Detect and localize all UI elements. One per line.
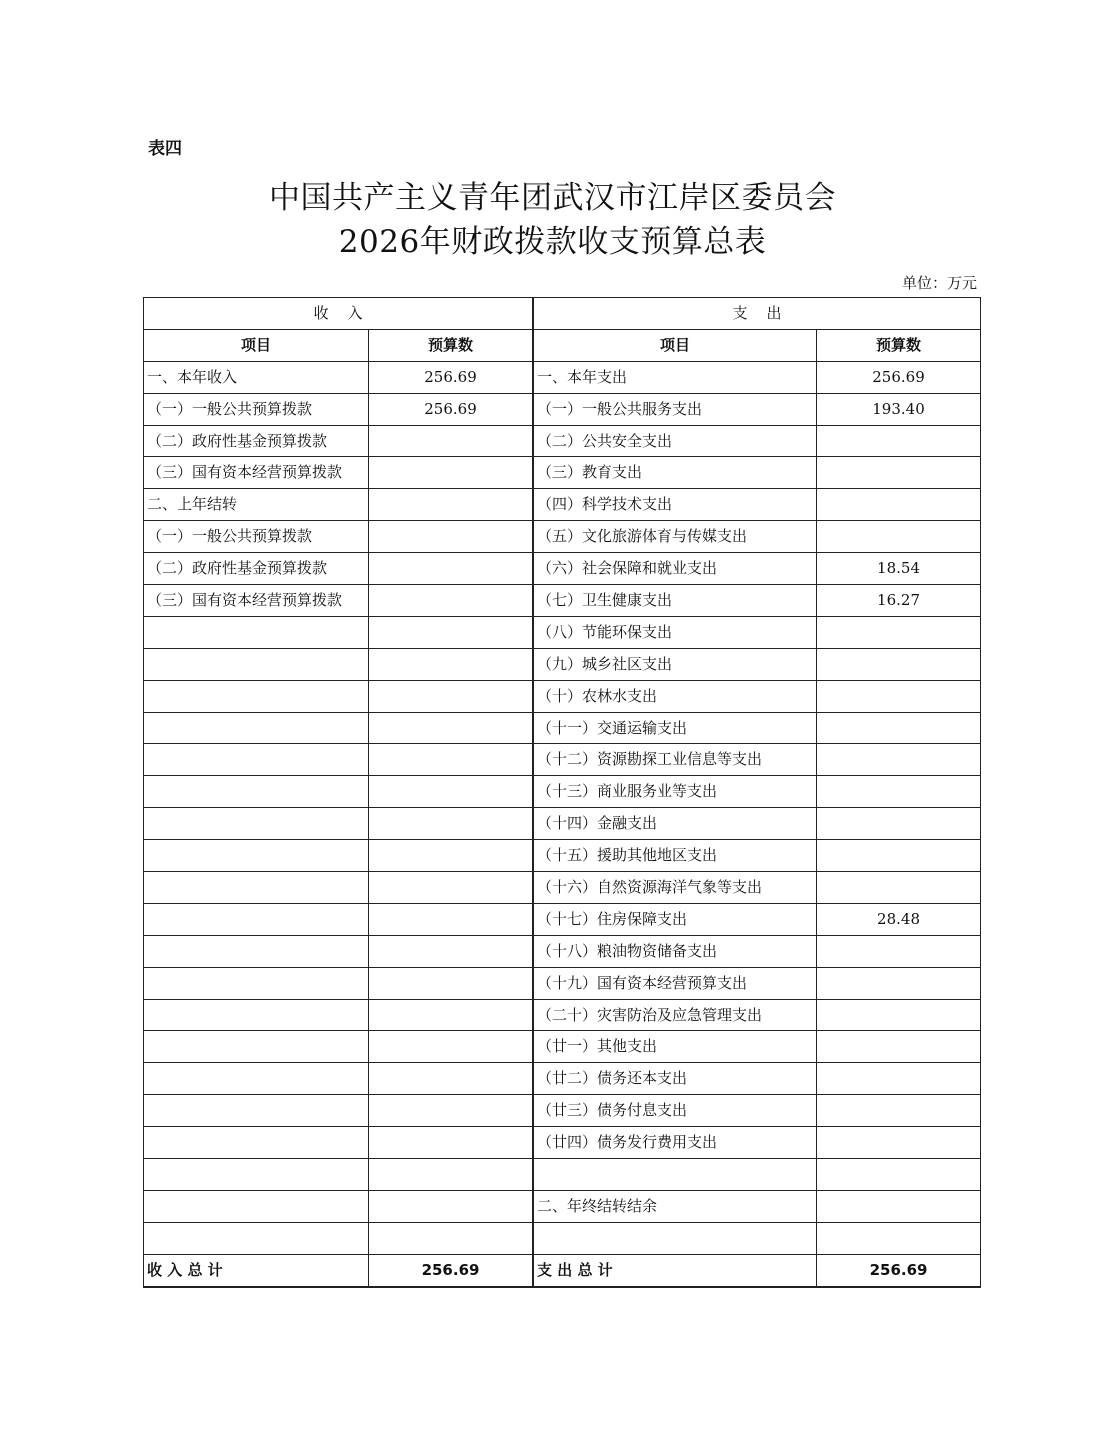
expense-amount-cell: 18.54 (817, 553, 981, 585)
table-row (144, 393, 981, 425)
expense-amount-cell (817, 1095, 981, 1127)
table-row (144, 425, 981, 457)
income-item-cell (144, 1031, 369, 1063)
income-amount-cell (369, 585, 533, 617)
income-amount-cell: 256.69 (369, 361, 533, 393)
expense-amount-cell (817, 872, 981, 904)
page-title-line1: 中国共产主义青年团武汉市江岸区委员会 (269, 180, 836, 216)
expense-amount-cell (817, 489, 981, 521)
table-row (144, 903, 981, 935)
expense-amount-column-header: 预算数 (817, 329, 981, 361)
expense-item-cell (534, 1159, 817, 1191)
expense-item-cell: （四）科学技术支出 (534, 489, 817, 521)
expense-item-cell: （廿三）债务付息支出 (534, 1095, 817, 1127)
income-item-cell (144, 1063, 369, 1095)
expense-item-cell: （廿一）其他支出 (534, 1031, 817, 1063)
income-item-cell (144, 808, 369, 840)
expense-amount-cell (817, 1159, 981, 1191)
income-amount-cell (369, 1190, 533, 1222)
expense-item-cell: （九）城乡社区支出 (534, 648, 817, 680)
expense-amount-cell (817, 1063, 981, 1095)
expense-item-cell: （十八）粮油物资储备支出 (534, 935, 817, 967)
expense-amount-cell (817, 935, 981, 967)
table-row (144, 712, 981, 744)
column-header-row (144, 329, 981, 361)
expense-item-cell: （十九）国有资本经营预算支出 (534, 967, 817, 999)
expense-amount-cell (817, 457, 981, 489)
table-row (144, 648, 981, 680)
income-amount-cell (369, 1159, 533, 1191)
table-row (144, 1095, 981, 1127)
income-item-cell: （一）一般公共预算拨款 (144, 521, 369, 553)
total-row (144, 1254, 981, 1286)
income-item-cell (144, 1159, 369, 1191)
income-amount-cell (369, 872, 533, 904)
income-amount-cell (369, 489, 533, 521)
income-amount-cell (369, 967, 533, 999)
expense-item-cell: （十四）金融支出 (534, 808, 817, 840)
expense-item-cell: 一、本年支出 (534, 361, 817, 393)
income-item-cell (144, 616, 369, 648)
income-item-cell (144, 999, 369, 1031)
income-amount-cell (369, 1031, 533, 1063)
expense-amount-cell (817, 744, 981, 776)
table-row (144, 553, 981, 585)
expense-total-label: 支 出 总 计 (534, 1254, 817, 1286)
income-amount-cell (369, 457, 533, 489)
expense-amount-cell: 28.48 (817, 903, 981, 935)
table-row (144, 967, 981, 999)
expense-item-cell: （十三）商业服务业等支出 (534, 776, 817, 808)
table-row (144, 521, 981, 553)
table-row (144, 808, 981, 840)
income-item-cell: （一）一般公共预算拨款 (144, 393, 369, 425)
expense-amount-cell (817, 840, 981, 872)
income-amount-cell (369, 808, 533, 840)
expense-item-cell: （廿二）债务还本支出 (534, 1063, 817, 1095)
income-item-cell (144, 1190, 369, 1222)
table-row (144, 1031, 981, 1063)
expense-section-header: 支 出 (534, 298, 981, 330)
income-amount-cell (369, 712, 533, 744)
expense-amount-cell (817, 1031, 981, 1063)
income-item-cell (144, 648, 369, 680)
income-item-cell (144, 712, 369, 744)
expense-item-cell: （十五）援助其他地区支出 (534, 840, 817, 872)
income-item-cell (144, 680, 369, 712)
expense-amount-cell (817, 616, 981, 648)
income-item-cell (144, 1222, 369, 1254)
income-item-cell: （二）政府性基金预算拨款 (144, 425, 369, 457)
budget-summary-table (143, 297, 981, 1288)
income-amount-cell (369, 425, 533, 457)
expense-item-cell: （二）公共安全支出 (534, 425, 817, 457)
expense-amount-cell: 193.40 (817, 393, 981, 425)
income-amount-cell: 256.69 (369, 393, 533, 425)
income-amount-cell (369, 616, 533, 648)
expense-item-cell: （十六）自然资源海洋气象等支出 (534, 872, 817, 904)
table-row (144, 1063, 981, 1095)
section-header-row (144, 298, 981, 330)
table-number-label: 表四 (148, 139, 182, 159)
expense-amount-cell (817, 425, 981, 457)
expense-amount-cell (817, 967, 981, 999)
income-item-cell (144, 903, 369, 935)
table-row (144, 1190, 981, 1222)
table-row (144, 457, 981, 489)
table-row (144, 1127, 981, 1159)
income-amount-cell (369, 1063, 533, 1095)
income-item-cell: 二、上年结转 (144, 489, 369, 521)
table-row (144, 585, 981, 617)
income-amount-cell (369, 999, 533, 1031)
income-amount-cell (369, 680, 533, 712)
income-amount-cell (369, 553, 533, 585)
table-row (144, 935, 981, 967)
unit-label: 单位：万元 (901, 274, 977, 292)
expense-amount-cell (817, 999, 981, 1031)
table-row (144, 680, 981, 712)
expense-amount-cell (817, 808, 981, 840)
income-section-header: 收 入 (144, 298, 533, 330)
income-total-label: 收 入 总 计 (144, 1254, 369, 1286)
table-row (144, 744, 981, 776)
expense-amount-cell (817, 712, 981, 744)
expense-amount-cell (817, 521, 981, 553)
expense-item-cell: （六）社会保障和就业支出 (534, 553, 817, 585)
income-item-cell (144, 1095, 369, 1127)
expense-amount-cell: 256.69 (817, 361, 981, 393)
table-row (144, 1222, 981, 1254)
income-amount-column-header: 预算数 (369, 329, 533, 361)
expense-item-cell: （三）教育支出 (534, 457, 817, 489)
income-item-cell (144, 967, 369, 999)
expense-amount-cell (817, 776, 981, 808)
expense-item-cell: （十二）资源勘探工业信息等支出 (534, 744, 817, 776)
income-item-cell (144, 1127, 369, 1159)
expense-item-cell: （十）农林水支出 (534, 680, 817, 712)
expense-item-cell: （五）文化旅游体育与传媒支出 (534, 521, 817, 553)
expense-item-column-header: 项目 (534, 329, 817, 361)
expense-item-cell: （十七）住房保障支出 (534, 903, 817, 935)
income-amount-cell (369, 1127, 533, 1159)
income-amount-cell (369, 903, 533, 935)
expense-item-cell: （八）节能环保支出 (534, 616, 817, 648)
income-amount-cell (369, 840, 533, 872)
table-row (144, 1159, 981, 1191)
income-item-cell: 一、本年收入 (144, 361, 369, 393)
expense-amount-cell (817, 680, 981, 712)
expense-item-cell: （廿四）债务发行费用支出 (534, 1127, 817, 1159)
expense-total-amount: 256.69 (817, 1254, 981, 1286)
expense-amount-cell: 16.27 (817, 585, 981, 617)
income-item-cell (144, 744, 369, 776)
table-row (144, 361, 981, 393)
table-row (144, 872, 981, 904)
income-item-cell: （三）国有资本经营预算拨款 (144, 457, 369, 489)
income-amount-cell (369, 776, 533, 808)
expense-item-cell: （七）卫生健康支出 (534, 585, 817, 617)
income-amount-cell (369, 744, 533, 776)
income-item-column-header: 项目 (144, 329, 369, 361)
expense-item-cell: （一）一般公共服务支出 (534, 393, 817, 425)
table-row (144, 776, 981, 808)
expense-item-cell (534, 1222, 817, 1254)
page-title-line2: 2026年财政拨款收支预算总表 (338, 224, 767, 260)
income-item-cell (144, 935, 369, 967)
expense-amount-cell (817, 648, 981, 680)
expense-amount-cell (817, 1190, 981, 1222)
table-row (144, 489, 981, 521)
income-item-cell: （三）国有资本经营预算拨款 (144, 585, 369, 617)
table-row (144, 999, 981, 1031)
income-amount-cell (369, 1222, 533, 1254)
income-amount-cell (369, 1095, 533, 1127)
table-row (144, 840, 981, 872)
income-item-cell (144, 840, 369, 872)
income-item-cell: （二）政府性基金预算拨款 (144, 553, 369, 585)
expense-amount-cell (817, 1222, 981, 1254)
expense-item-cell: （十一）交通运输支出 (534, 712, 817, 744)
income-item-cell (144, 776, 369, 808)
table-row (144, 616, 981, 648)
expense-item-cell: 二、年终结转结余 (534, 1190, 817, 1222)
income-amount-cell (369, 521, 533, 553)
income-amount-cell (369, 648, 533, 680)
income-amount-cell (369, 935, 533, 967)
income-total-amount: 256.69 (369, 1254, 533, 1286)
expense-item-cell: （二十）灾害防治及应急管理支出 (534, 999, 817, 1031)
income-item-cell (144, 872, 369, 904)
expense-amount-cell (817, 1127, 981, 1159)
